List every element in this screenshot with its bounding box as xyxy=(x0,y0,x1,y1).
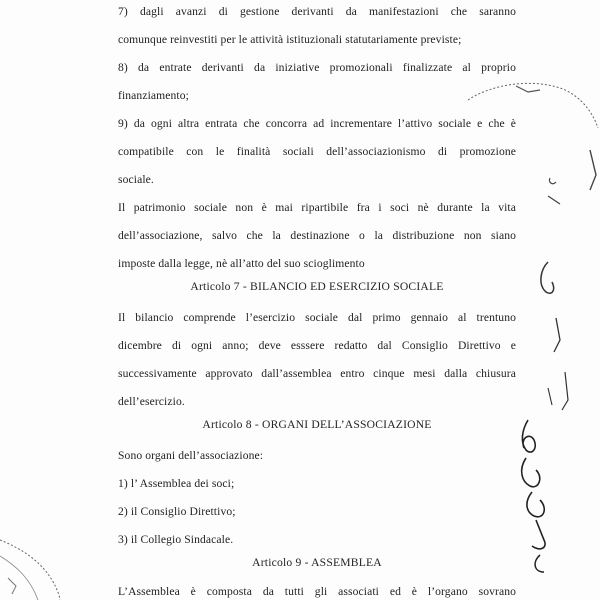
signature-stroke xyxy=(554,318,560,352)
text-line: Il bilancio comprende l’esercizio sociale dal primo gennaio al trentuno xyxy=(118,311,516,324)
text-line: dicembre di ogni anno; deve esssere redatto dal Consiglio Direttivo e xyxy=(118,339,516,352)
signature-stroke xyxy=(535,555,544,572)
signature-stroke xyxy=(532,520,545,549)
text-line: Il patrimonio sociale non è mai ripartibile fra i soci nè durante la vita xyxy=(118,201,516,214)
stamp-arc xyxy=(0,556,38,600)
signature-stroke xyxy=(522,420,535,452)
text-line: L’Assemblea è composta da tutti gli associati ed è l’organo sovrano xyxy=(118,585,516,598)
text-line: 8) da entrate derivanti da iniziative promozionali finalizzate al proprio xyxy=(118,61,516,74)
text-line: Sono organi dell’associazione: xyxy=(118,449,264,462)
stamp-mark xyxy=(516,86,540,92)
article-heading: Articolo 9 - ASSEMBLEA xyxy=(252,556,382,569)
article-heading: Articolo 8 - ORGANI DELL’ASSOCIAZIONE xyxy=(202,418,432,431)
article-heading: Articolo 7 - BILANCIO ED ESERCIZIO SOCIALE xyxy=(190,280,444,293)
text-line: 3) il Collegio Sindacale. xyxy=(118,533,234,546)
stamp-mark xyxy=(8,578,16,594)
text-line: comunque reinvestiti per le attività istituzionali statutariamente previste; xyxy=(118,33,462,46)
scribble xyxy=(590,150,596,190)
text-line: 1) l’ Assemblea dei soci; xyxy=(118,477,235,490)
signature-stroke xyxy=(562,372,568,410)
scribble xyxy=(549,178,556,184)
text-line: 2) il Consiglio Direttivo; xyxy=(118,505,236,518)
signature-stroke xyxy=(527,492,544,517)
text-line: sociale. xyxy=(118,173,154,186)
text-line: compatibile con le finalità sociali dell’associazionismo di promozione xyxy=(118,145,516,158)
text-line: imposte dalla legge, nè all’atto del suo scioglimento xyxy=(118,257,365,270)
text-line: dell’associazione, salvo che la destinazione o la distribuzione non siano xyxy=(118,229,516,242)
signature-stroke xyxy=(522,458,540,487)
text-line: 9) da ogni altra entrata che concorra ad incrementare l’attivo sociale e che è xyxy=(118,117,516,130)
text-line: dell’esercizio. xyxy=(118,395,185,408)
text-line: finanziamento; xyxy=(118,89,189,102)
text-line: successivamente approvato dall’assemblea entro cinque mesi dalla chiusura xyxy=(118,367,516,380)
text-line: 7) dagli avanzi di gestione derivanti da manifestazioni che saranno xyxy=(118,5,516,18)
signature-stroke xyxy=(541,262,554,293)
scribble xyxy=(548,196,560,204)
stamp-arc xyxy=(0,540,60,600)
signature-stroke xyxy=(548,388,552,405)
